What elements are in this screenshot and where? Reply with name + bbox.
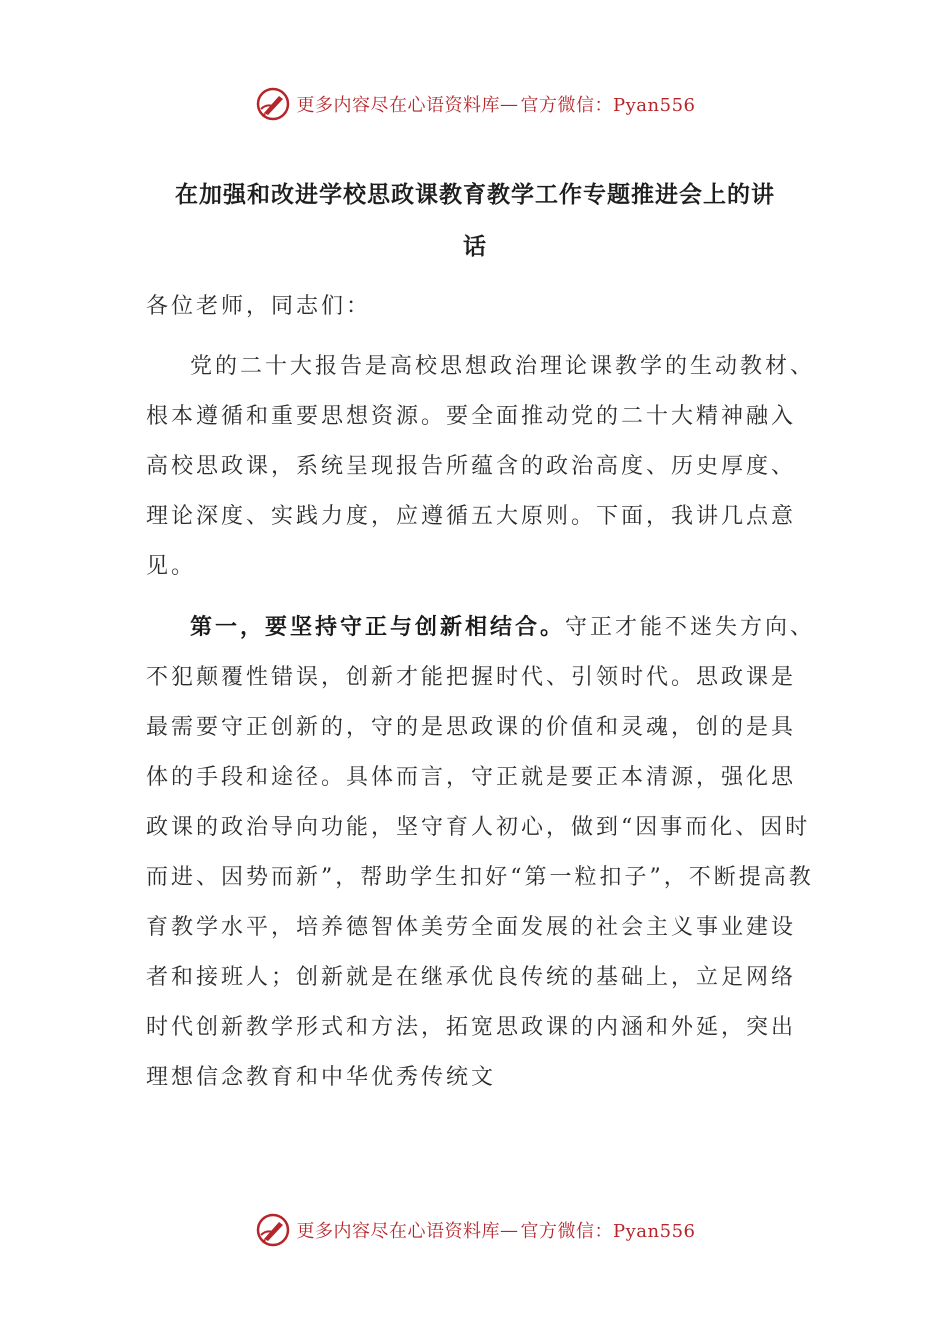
salutation: 各位老师，同志们：: [146, 294, 372, 319]
watermark-separator: —: [500, 1219, 519, 1241]
watermark-text: 更多内容尽在心语资料库: [296, 1221, 501, 1242]
pen-logo-icon: [255, 1212, 291, 1248]
watermark-separator: —: [500, 93, 519, 115]
paragraph-2-lead: 第一，要坚持守正与创新相结合。: [190, 614, 566, 640]
watermark-header: [0, 84, 950, 124]
pen-logo-icon: [255, 86, 291, 122]
watermark-text: 更多内容尽在心语资料库: [296, 95, 501, 116]
paragraph-2: [146, 602, 816, 1103]
document-title-line-1: 在加强和改进学校思政课教育教学工作专题推进会上的讲: [175, 181, 775, 208]
watermark-contact: 官方微信：Pyan556: [520, 1221, 696, 1242]
document-title-line-2: 话: [463, 233, 487, 260]
watermark-contact: 官方微信：Pyan556: [520, 95, 696, 116]
paragraph-1: 党的二十大报告是高校思想政治理论课教学的生动教材、根本遵循和重要思想资源。要全面推动党的二十大精神融入高校思政课，系统呈现报告所蕴含的政治高度、历史厚度、理论深度、实践力度，应遵循五大原则。下面，我讲几点意见。: [146, 354, 816, 579]
paragraph-2-body: 守正才能不迷失方向、不犯颠覆性错误，创新才能把握时代、引领时代。思政课是最需要守正创新的，守的是思政课的价值和灵魂，创的是具体的手段和途径。具体而言，守正就是要正本清源，强化思政课的政治导向功能，坚守育人初心，做到“因事而化、因时而进、因势而新”，帮助学生扣好“第一粒扣子”，不断提高教育教学水平，培养德智体美劳全面发展的社会主义事业建设者和接班人；创新就是在继承优良传统的基础上，立足网络时代创新教学形式和方法，拓宽思政课的内涵和外延，突出理想信念教育和中华优秀传统文: [146, 615, 816, 1090]
document-body: [146, 282, 816, 1103]
watermark-footer: [0, 1210, 950, 1250]
